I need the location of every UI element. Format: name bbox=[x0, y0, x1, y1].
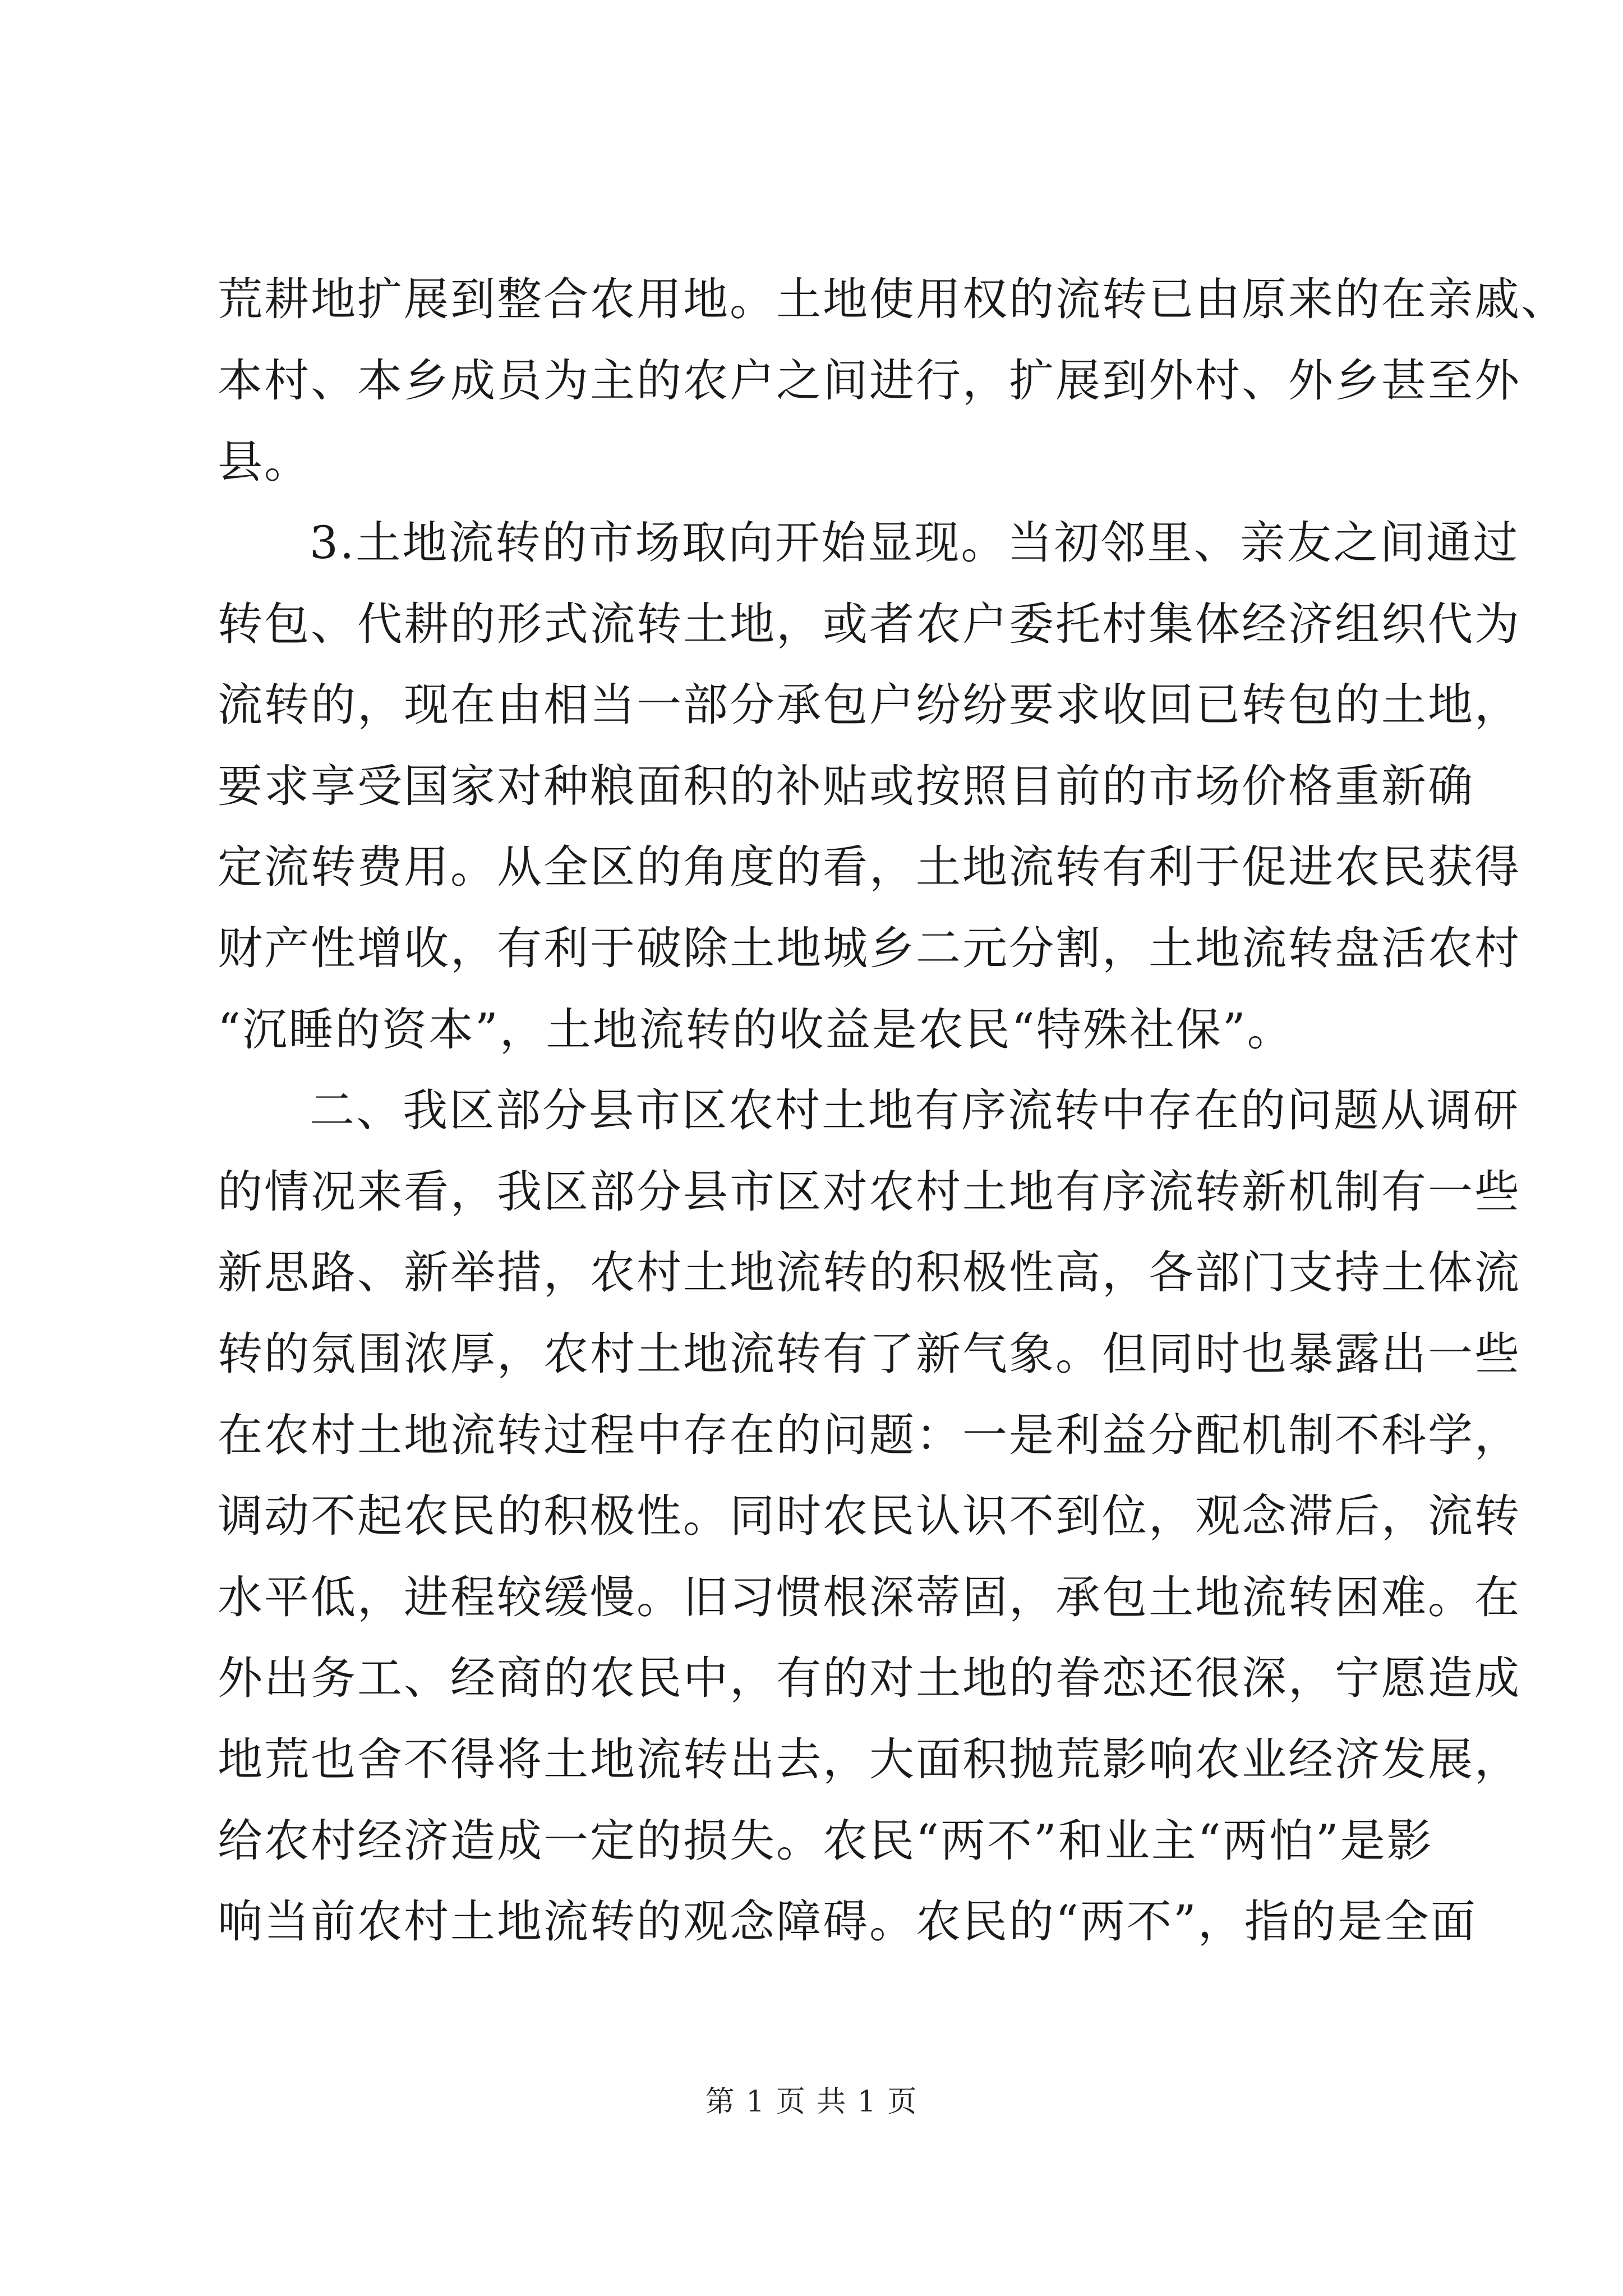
text-line: 要求享受国家对种粮面积的补贴或按照目前的市场价格重新确 bbox=[218, 760, 1474, 812]
text-line: 响当前农村土地流转的观念障碍。农民的“两不”，指的是全面 bbox=[218, 1895, 1477, 1948]
text-line: 流转的，现在由相当一部分承包户纷纷要求收回已转包的土地， bbox=[218, 679, 1521, 731]
text-line: 给农村经济造成一定的损失。农民“两不”和业主“两怕”是影 bbox=[218, 1815, 1433, 1867]
text-line: 定流转费用。从全区的角度的看，土地流转有利于促进农民获得 bbox=[218, 841, 1521, 893]
text-line: 荒耕地扩展到整合农用地。土地使用权的流转已由原来的在亲戚、 bbox=[218, 273, 1567, 325]
text-line: 3.土地流转的市场取向开始显现。当初邻里、亲友之间通过 bbox=[310, 517, 1520, 569]
text-line: 新思路、新举措，农村土地流转的积极性高，各部门支持土体流 bbox=[218, 1246, 1521, 1299]
text-line: 转的氛围浓厚，农村土地流转有了新气象。但同时也暴露出一些 bbox=[218, 1328, 1521, 1380]
text-line: 调动不起农民的积极性。同时农民认识不到位，观念滞后，流转 bbox=[218, 1490, 1521, 1542]
text-line: 县。 bbox=[218, 436, 311, 488]
text-line: “沉睡的资本”，土地流转的收益是农民“特殊社保”。 bbox=[218, 1004, 1294, 1056]
text-line: 在农村土地流转过程中存在的问题：一是利益分配机制不科学， bbox=[218, 1409, 1521, 1461]
text-line: 财产性增收，有利于破除土地城乡二元分割，土地流转盘活农村 bbox=[218, 922, 1521, 974]
text-line: 水平低，进程较缓慢。旧习惯根深蒂固，承包土地流转困难。在 bbox=[218, 1571, 1521, 1623]
text-line: 外出务工、经商的农民中，有的对土地的眷恋还很深，宁愿造成 bbox=[218, 1652, 1521, 1704]
text-line: 的情况来看，我区部分县市区对农村土地有序流转新机制有一些 bbox=[218, 1166, 1521, 1218]
page-footer: 第 1 页 共 1 页 bbox=[705, 2085, 918, 2119]
text-line: 二、我区部分县市区农村土地有序流转中存在的问题从调研 bbox=[310, 1084, 1520, 1137]
text-line: 本村、本乡成员为主的农户之间进行，扩展到外村、外乡甚至外 bbox=[218, 355, 1521, 407]
text-line: 转包、代耕的形式流转土地，或者农户委托村集体经济组织代为 bbox=[218, 598, 1521, 650]
text-line: 地荒也舍不得将土地流转出去，大面积抛荒影响农业经济发展， bbox=[218, 1733, 1521, 1786]
